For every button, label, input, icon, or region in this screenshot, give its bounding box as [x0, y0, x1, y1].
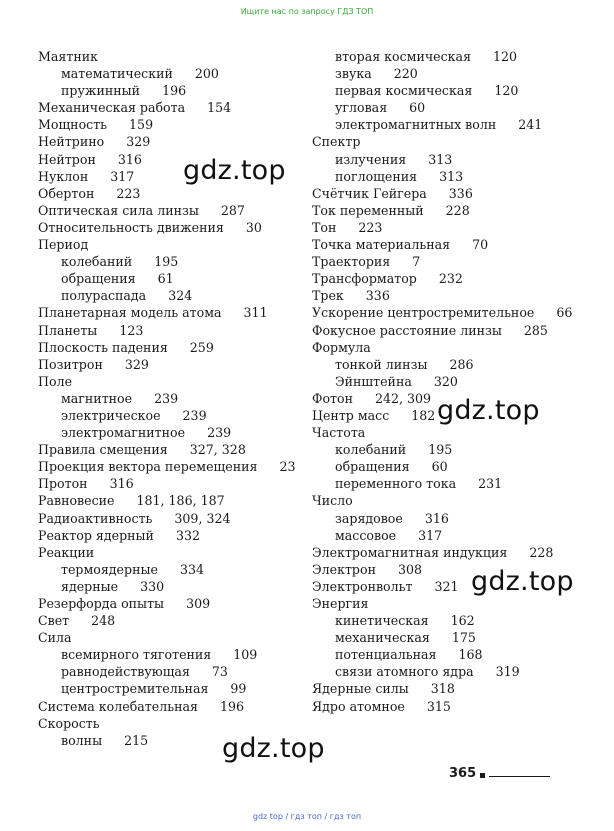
index-entry	[312, 151, 602, 168]
index-term: Ток переменный	[312, 202, 424, 218]
index-term: угловая	[335, 100, 388, 116]
index-entry	[38, 629, 308, 646]
index-pages: 248	[91, 613, 116, 629]
index-pages: 60	[431, 459, 448, 475]
index-pages: 200	[194, 66, 219, 82]
index-entry	[312, 133, 602, 150]
index-term: Фокусное расстояние линзы	[312, 322, 502, 338]
index-entry	[38, 253, 308, 270]
watermark: gdz.top	[437, 395, 540, 426]
index-term: Позитрон	[38, 356, 103, 372]
index-pages: 239	[154, 390, 179, 406]
index-entry	[312, 458, 602, 475]
index-entry	[38, 663, 308, 680]
index-entry	[38, 236, 308, 253]
index-pages: 239	[182, 407, 207, 423]
index-term: волны	[61, 732, 103, 748]
index-term: Нейтрино	[38, 134, 105, 150]
index-pages: 195	[428, 442, 453, 458]
index-term: потенциальная	[335, 647, 437, 663]
index-term: Электромагнитная индукция	[312, 544, 508, 560]
index-pages: 285	[523, 322, 548, 338]
index-term: Относительность движения	[38, 219, 224, 235]
index-term: Центр масс	[312, 407, 390, 423]
index-term: Система колебательная	[38, 698, 198, 714]
index-term: звука	[335, 66, 372, 82]
index-term: термоядерные	[61, 561, 158, 577]
index-entry	[312, 304, 602, 321]
index-entry	[38, 424, 308, 441]
index-entry	[312, 663, 602, 680]
index-pages: 228	[445, 202, 470, 218]
index-entry	[38, 544, 308, 561]
index-pages: 332	[175, 527, 200, 543]
index-entry	[38, 99, 308, 116]
index-entry	[38, 48, 308, 65]
watermark: gdz.top	[471, 566, 574, 597]
index-entry	[38, 322, 308, 339]
index-term: Фотон	[312, 390, 353, 406]
index-term: Поле	[38, 373, 73, 389]
index-pages: 286	[449, 356, 474, 372]
index-entry	[38, 612, 308, 629]
header-search-note: Ищите нас по запросу ГДЗ ТОП	[240, 7, 374, 16]
index-entry	[38, 441, 308, 458]
index-pages: 287	[220, 202, 245, 218]
index-term: Эйнштейна	[335, 373, 412, 389]
index-pages: 336	[448, 185, 473, 201]
index-pages: 23	[279, 459, 296, 475]
index-term: переменного тока	[335, 476, 457, 492]
index-entry	[312, 595, 602, 612]
index-pages: 313	[428, 151, 453, 167]
index-term: Правила смещения	[38, 442, 168, 458]
index-entry	[38, 202, 308, 219]
index-term: электромагнитное	[61, 425, 186, 441]
index-term: Траектория	[312, 254, 391, 270]
index-pages: 220	[393, 66, 418, 82]
index-pages: 259	[189, 339, 214, 355]
index-entry	[312, 612, 602, 629]
index-pages: 317	[418, 527, 443, 543]
index-entry	[38, 133, 308, 150]
index-pages: 61	[157, 271, 174, 287]
index-term: магнитное	[61, 390, 133, 406]
index-term: Планеты	[38, 322, 98, 338]
index-entry	[38, 475, 308, 492]
index-pages: 316	[109, 476, 134, 492]
index-pages: 123	[119, 322, 144, 338]
index-term: Ядерные силы	[312, 681, 409, 697]
index-pages: 215	[124, 732, 149, 748]
index-entry	[312, 116, 602, 133]
index-entry	[312, 544, 602, 561]
index-term: Проекция вектора перемещения	[38, 459, 258, 475]
index-pages: 319	[495, 664, 520, 680]
index-pages: 318	[430, 681, 455, 697]
index-term: всемирного тяготения	[61, 647, 212, 663]
index-entry	[38, 185, 308, 202]
index-term: Равновесие	[38, 493, 115, 509]
index-entry	[312, 185, 602, 202]
index-term: Спектр	[312, 134, 361, 150]
index-term: Период	[38, 237, 89, 253]
index-entry	[38, 287, 308, 304]
index-entry	[312, 82, 602, 99]
page-marker-line	[489, 776, 550, 777]
index-pages: 313	[439, 168, 464, 184]
index-pages: 159	[129, 117, 154, 133]
index-pages: 231	[478, 476, 503, 492]
index-term: излучения	[335, 151, 407, 167]
index-term: колебаний	[61, 254, 133, 270]
index-entry	[38, 715, 308, 732]
index-entry	[38, 82, 308, 99]
index-entry	[38, 578, 308, 595]
index-entry	[312, 510, 602, 527]
index-term: Энергия	[312, 596, 369, 611]
index-pages: 182	[411, 407, 436, 423]
index-entry	[38, 492, 308, 509]
index-pages: 228	[529, 544, 554, 560]
index-entry	[38, 116, 308, 133]
index-term: Счётчик Гейгера	[312, 185, 427, 201]
index-entry	[312, 99, 602, 116]
index-pages: 315	[426, 698, 451, 714]
index-term: Точка материальная	[312, 237, 451, 253]
index-entry	[312, 287, 602, 304]
index-term: Трансформатор	[312, 271, 417, 287]
index-term: Реактор ядерный	[38, 527, 154, 543]
index-term: вторая космическая	[335, 49, 472, 64]
index-term: Резерфорда опыты	[38, 596, 165, 611]
index-pages: 223	[358, 219, 383, 235]
index-term: массовое	[335, 527, 397, 543]
index-term: Скорость	[38, 715, 100, 731]
index-term: Формула	[312, 339, 371, 355]
index-term: Свет	[38, 613, 70, 629]
index-term: Нейтрон	[38, 151, 96, 167]
index-term: Нуклон	[38, 168, 89, 184]
index-term: Мощность	[38, 117, 108, 133]
index-pages: 327, 328	[189, 442, 246, 458]
index-pages: 181, 186, 187	[136, 493, 225, 509]
index-term: равнодействующая	[61, 664, 190, 680]
index-term: Маятник	[38, 49, 98, 64]
index-entry	[312, 253, 602, 270]
index-entry	[312, 629, 602, 646]
index-pages: 334	[179, 561, 204, 577]
index-entry	[312, 527, 602, 544]
index-column-left	[38, 48, 308, 749]
index-entry	[312, 475, 602, 492]
index-entry	[312, 356, 602, 373]
index-pages: 162	[450, 613, 475, 629]
index-term: ядерные	[61, 578, 119, 594]
index-pages: 60	[409, 100, 426, 116]
index-pages: 317	[110, 168, 135, 184]
index-term: колебаний	[335, 442, 407, 458]
index-entry	[312, 339, 602, 356]
index-term: полураспада	[61, 288, 147, 304]
index-entry	[312, 48, 602, 65]
index-pages: 66	[556, 305, 573, 321]
index-entry	[312, 646, 602, 663]
index-pages: 73	[211, 664, 228, 680]
index-pages: 154	[207, 100, 232, 116]
page-marker-square	[480, 773, 485, 778]
index-pages: 329	[124, 356, 149, 372]
index-entry	[38, 356, 308, 373]
index-entry	[312, 202, 602, 219]
index-term: Трек	[312, 288, 344, 304]
watermark: gdz.top	[183, 155, 286, 186]
index-pages: 330	[140, 578, 165, 594]
index-entry	[312, 236, 602, 253]
index-pages: 329	[126, 134, 151, 150]
index-entry	[312, 168, 602, 185]
index-term: тонкой линзы	[335, 356, 428, 372]
watermark: gdz.top	[222, 733, 325, 764]
index-term: математический	[61, 66, 173, 82]
index-pages: 324	[168, 288, 193, 304]
index-term: Частота	[312, 425, 366, 441]
index-column-right	[312, 48, 602, 715]
index-term: поглощения	[335, 168, 418, 184]
index-entry	[312, 219, 602, 236]
index-entry	[38, 510, 308, 527]
index-term: Ядро атомное	[312, 698, 405, 714]
index-term: Ускорение центростремительное	[312, 305, 535, 321]
index-pages: 7	[412, 254, 421, 270]
index-entry	[38, 680, 308, 697]
index-entry	[38, 458, 308, 475]
index-pages: 120	[494, 83, 519, 99]
index-pages: 195	[154, 254, 179, 270]
index-entry	[312, 373, 602, 390]
index-pages: 309	[186, 596, 211, 611]
index-term: Тон	[312, 219, 337, 235]
index-pages: 309, 324	[174, 510, 231, 526]
index-term: Число	[312, 493, 353, 509]
index-term: Оптическая сила линзы	[38, 202, 199, 218]
index-entry	[38, 646, 308, 663]
index-pages: 308	[397, 561, 423, 577]
index-entry	[312, 698, 602, 715]
index-pages: 311	[243, 305, 268, 321]
index-term: обращения	[61, 271, 136, 287]
index-term: Реакции	[38, 544, 95, 560]
index-term: Сила	[38, 630, 72, 646]
index-pages: 196	[162, 83, 187, 99]
index-term: центростремительная	[61, 681, 209, 697]
index-term: механическая	[335, 630, 430, 646]
index-term: Механическая работа	[38, 100, 186, 116]
index-entry	[312, 680, 602, 697]
index-entry	[312, 65, 602, 82]
index-entry	[38, 270, 308, 287]
footer-link[interactable]: gdz top / гдз топ / гдз топ	[252, 812, 362, 821]
index-entry	[38, 304, 308, 321]
index-term: кинетическая	[335, 613, 429, 629]
index-entry	[312, 424, 602, 441]
index-term: связи атомного ядра	[335, 664, 474, 680]
index-term: Электрон	[312, 561, 376, 577]
index-entry	[38, 339, 308, 356]
index-pages: 241	[518, 117, 543, 133]
index-term: электромагнитных волн	[335, 117, 497, 133]
index-term: электрическое	[61, 407, 161, 423]
index-term: Протон	[38, 476, 88, 492]
index-entry	[312, 492, 602, 509]
index-pages: 239	[207, 425, 232, 441]
index-pages: 196	[219, 698, 244, 714]
index-pages: 120	[493, 49, 518, 64]
index-term: Обертон	[38, 185, 95, 201]
index-entry	[312, 270, 602, 287]
index-entry	[38, 595, 308, 612]
index-entry	[38, 407, 308, 424]
index-pages: 320	[433, 373, 458, 389]
index-pages: 232	[438, 271, 463, 287]
index-term: пружинный	[61, 83, 141, 99]
index-pages: 70	[472, 237, 489, 253]
index-term: Плоскость падения	[38, 339, 168, 355]
index-pages: 321	[434, 578, 459, 594]
index-pages: 316	[424, 510, 449, 526]
index-entry	[38, 373, 308, 390]
index-term: Электронвольт	[312, 578, 413, 594]
page-number: 365	[449, 766, 477, 781]
index-term: первая космическая	[335, 83, 473, 99]
index-pages: 316	[117, 151, 142, 167]
index-pages: 223	[116, 185, 141, 201]
index-pages: 242, 309	[374, 390, 432, 406]
index-pages: 109	[233, 647, 258, 663]
index-pages: 336	[365, 288, 390, 304]
index-entry	[38, 390, 308, 407]
index-entry	[38, 527, 308, 544]
index-entry	[38, 561, 308, 578]
index-entry	[38, 698, 308, 715]
index-pages: 30	[245, 219, 262, 235]
index-pages: 175	[451, 630, 476, 646]
index-entry	[38, 219, 308, 236]
index-entry	[312, 441, 602, 458]
index-pages: 168	[458, 647, 483, 663]
index-term: Радиоактивность	[38, 510, 153, 526]
index-term: обращения	[335, 459, 410, 475]
index-term: зарядовое	[335, 510, 403, 526]
index-entry	[312, 322, 602, 339]
index-term: Планетарная модель атома	[38, 305, 222, 321]
index-pages: 99	[230, 681, 247, 697]
index-entry	[38, 65, 308, 82]
